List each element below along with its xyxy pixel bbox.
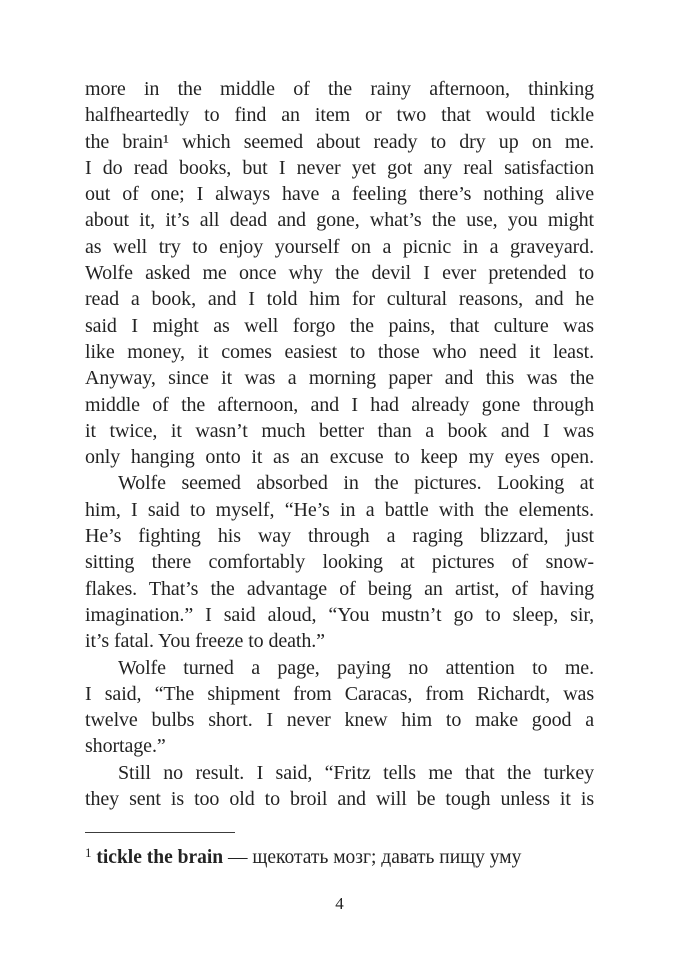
text-line: sitting there comfortably looking at pictures of snow-: [85, 551, 594, 574]
text-line: Anyway, since it was a morning paper and this was the: [85, 367, 594, 390]
text-line: shortage.”: [85, 735, 166, 758]
footnote-definition: — щекотать мозг; давать пищу уму: [228, 847, 522, 868]
text-line: said I might as well forgo the pains, that culture was: [85, 314, 594, 337]
footnote-marker: 1: [85, 845, 92, 860]
text-line: read a book, and I told him for cultural reasons, and he: [85, 288, 594, 311]
text-line: middle of the afternoon, and I had already gone through: [85, 393, 594, 416]
text-line: him, I said to myself, “He’s in a battle with the elements.: [85, 498, 594, 521]
text-line: about it, it’s all dead and gone, what’s the use, you might: [85, 209, 594, 232]
text-line: out of one; I always have a feeling there’s nothing alive: [85, 183, 594, 206]
text-line: Wolfe asked me once why the devil I ever pretended to: [85, 262, 594, 285]
text-line: it’s fatal. You freeze to death.”: [85, 630, 325, 653]
text-line: flakes. That’s the advantage of being an artist, of having: [85, 577, 594, 600]
page-text: [85, 76, 594, 812]
text-line: they sent is too old to broil and will be tough unless it is: [85, 788, 594, 811]
text-line: the brain¹ which seemed about ready to dry up on me.: [85, 130, 594, 153]
text-line: twelve bulbs short. I never knew him to make good a: [85, 709, 594, 732]
text-line: He’s fighting his way through a raging blizzard, just: [85, 525, 594, 548]
page-number: 4: [335, 894, 344, 913]
footnote-term: tickle the brain: [96, 847, 224, 868]
text-line: as well try to enjoy yourself on a picnic in a graveyard.: [85, 235, 594, 258]
text-line: halfheartedly to find an item or two that would tickle: [85, 104, 594, 127]
text-line: more in the middle of the rainy afternoon, thinking: [85, 78, 594, 100]
text-line: I do read books, but I never yet got any real satisfaction: [85, 156, 594, 179]
text-line: it twice, it wasn’t much better than a book and I was: [85, 419, 594, 442]
text-line: Wolfe turned a page, paying no attention to me.: [118, 656, 594, 679]
text-line: Wolfe seemed absorbed in the pictures. Looking at: [118, 472, 594, 495]
text-line: imagination.” I said aloud, “You mustn’t go to sleep, sir,: [85, 603, 594, 626]
footnote: [85, 845, 594, 870]
text-line: I said, “The shipment from Caracas, from Richardt, was: [85, 682, 594, 705]
footnote-separator-rule: [85, 832, 235, 833]
text-line: like money, it comes easiest to those who need it least.: [85, 340, 594, 363]
text-line: Still no result. I said, “Fritz tells me that the turkey: [118, 761, 594, 784]
text-line: only hanging onto it as an excuse to keep my eyes open.: [85, 446, 594, 469]
